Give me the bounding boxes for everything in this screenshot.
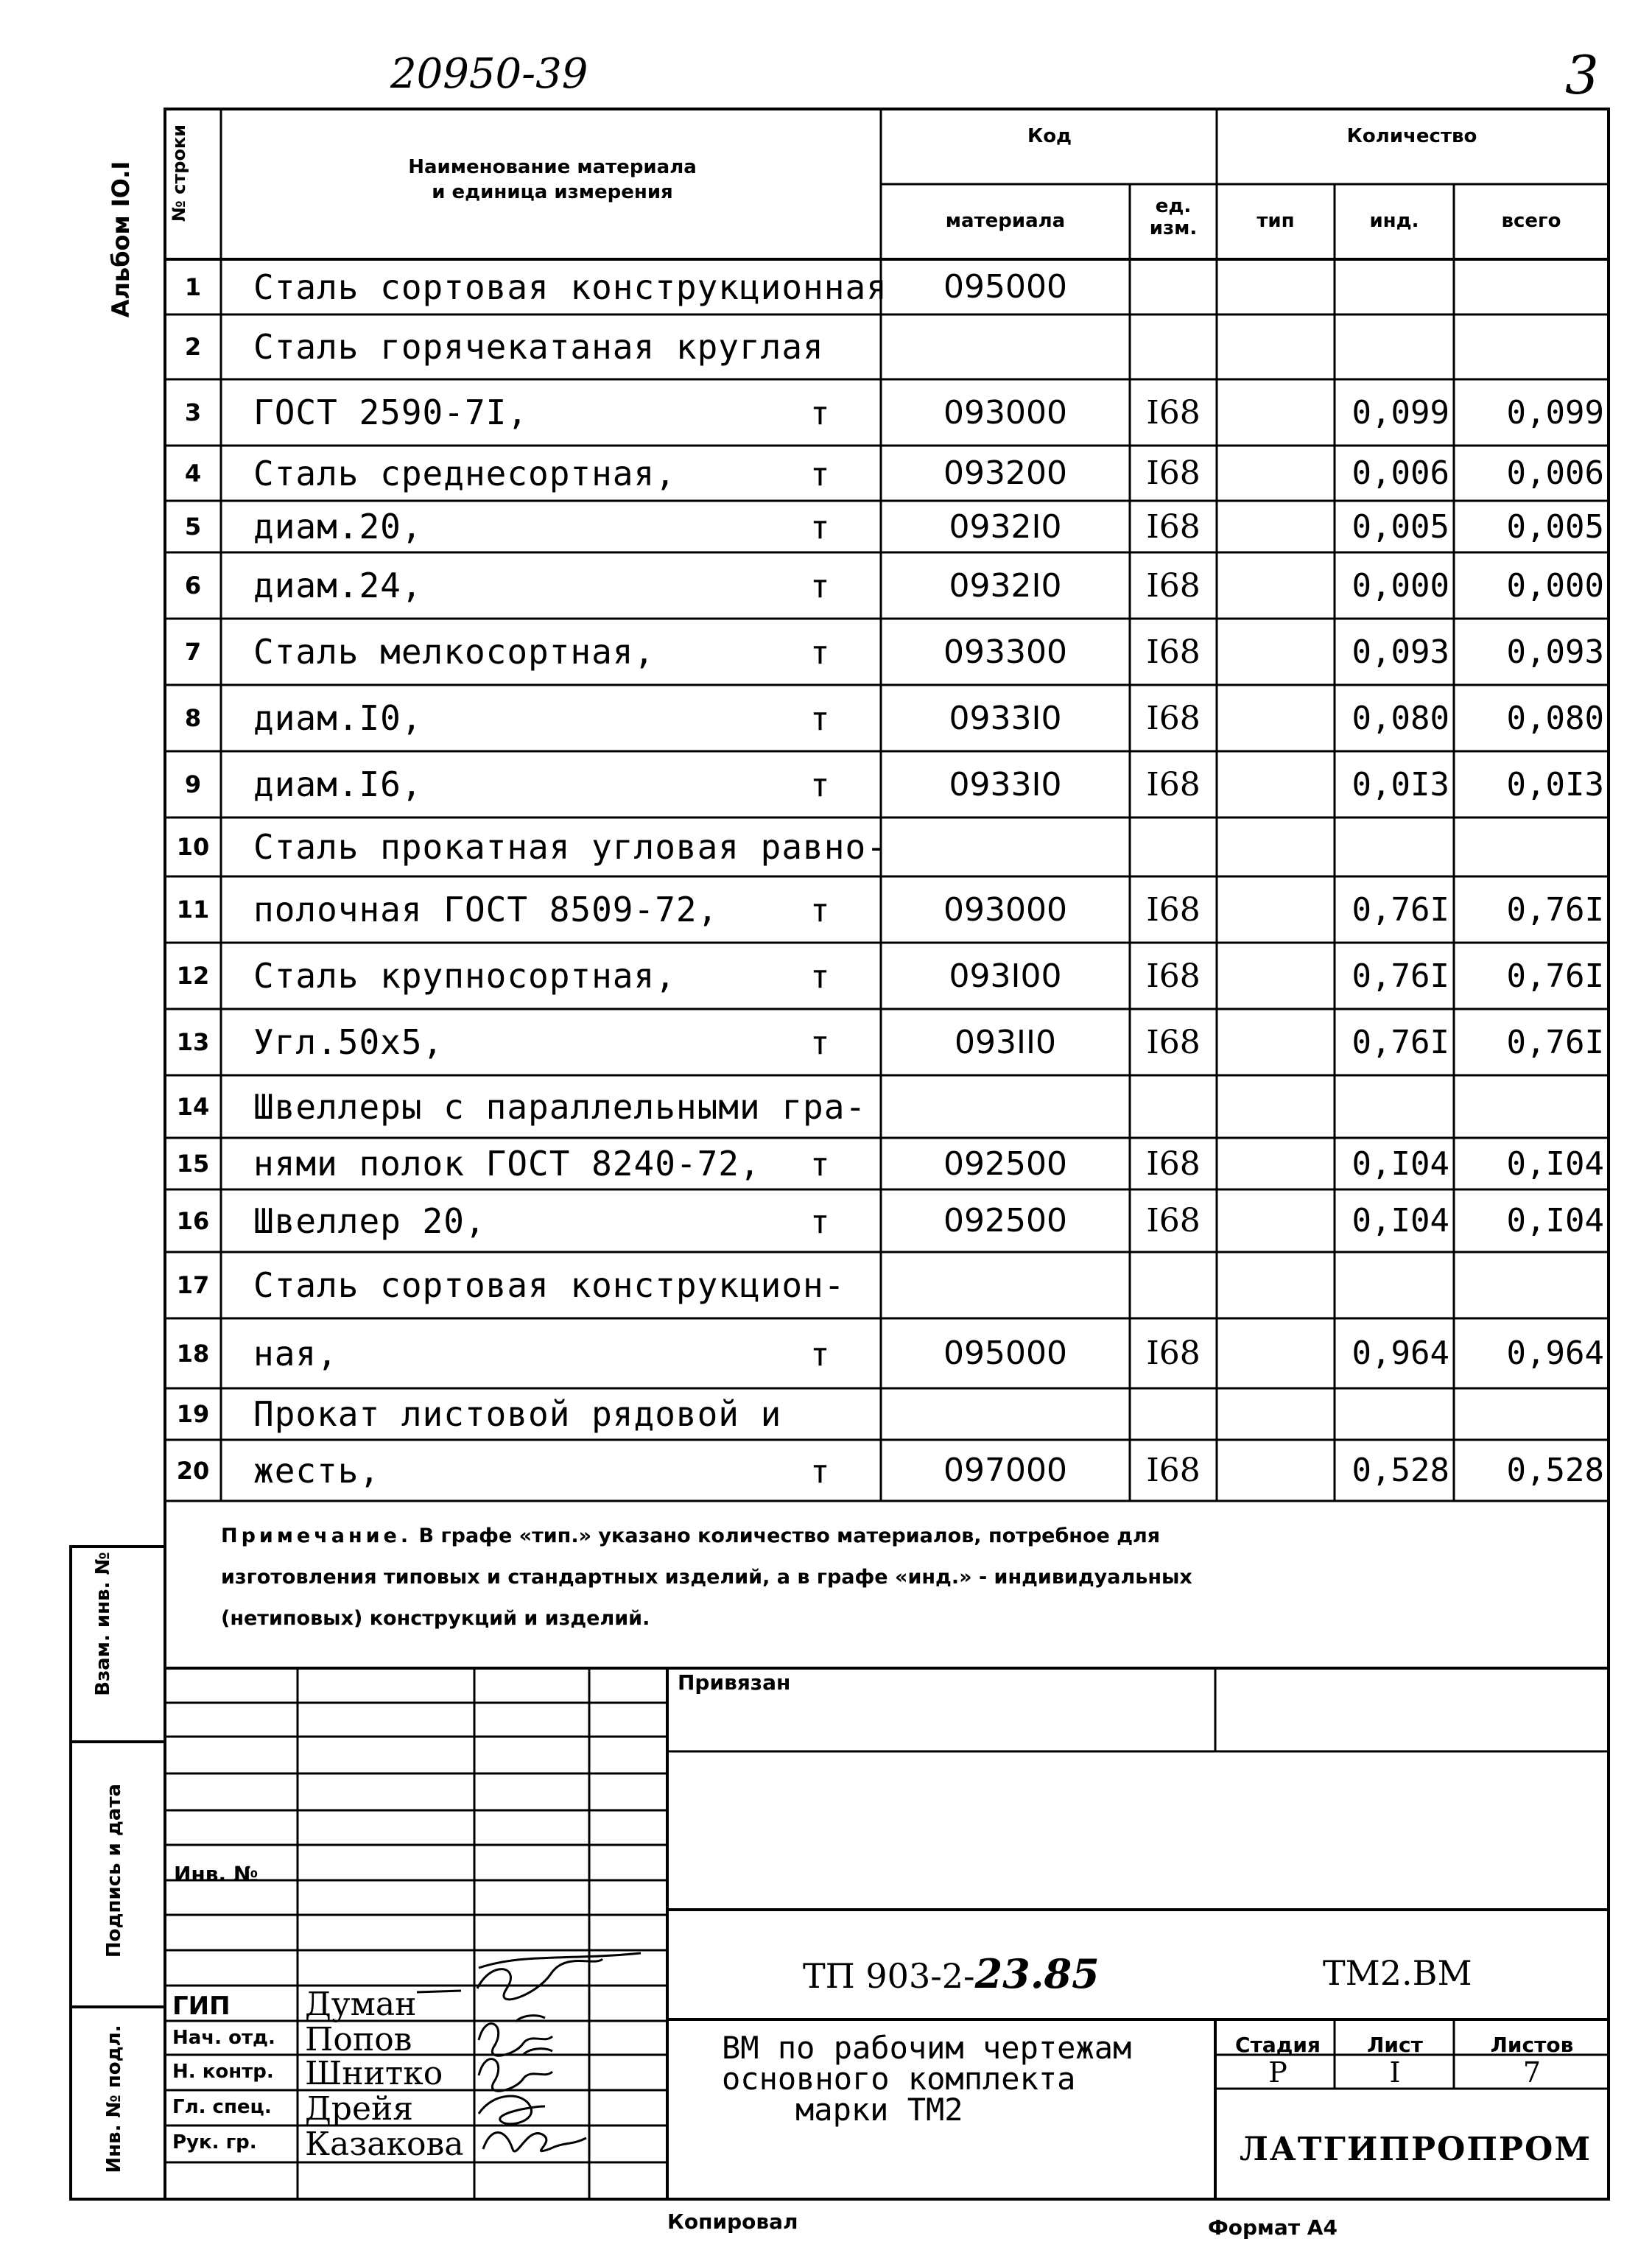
row-total-cell: 0,005 bbox=[1506, 507, 1604, 546]
row-type-cell bbox=[1217, 314, 1339, 379]
row-n-cell: 20 bbox=[176, 1456, 210, 1485]
row-type-cell bbox=[1217, 446, 1339, 501]
designation-prefix: ТП 903-2- bbox=[803, 1956, 975, 1996]
row-code-cell: 093II0 bbox=[955, 1023, 1056, 1061]
row-n-cell: 15 bbox=[176, 1150, 210, 1178]
row-name-cell: диам.24, bbox=[253, 566, 423, 605]
row-unit-cell: т bbox=[810, 1452, 830, 1491]
row-ed-cell: I68 bbox=[1146, 454, 1201, 492]
podpis-data-label: Подпись и дата bbox=[103, 1783, 125, 1958]
row-code-cell: 0933I0 bbox=[949, 765, 1062, 804]
row-type-cell bbox=[1217, 1189, 1339, 1252]
row-ed-cell: I68 bbox=[1146, 1202, 1201, 1239]
header-qty-type: тип bbox=[1256, 210, 1295, 232]
row-type-cell bbox=[1217, 1252, 1339, 1318]
role-label: ГИП bbox=[172, 1991, 231, 2021]
row-total-cell bbox=[1454, 1075, 1609, 1138]
row-type-cell bbox=[1217, 943, 1339, 1009]
row-name-cell: жесть, bbox=[253, 1450, 381, 1491]
row-n-cell: 17 bbox=[176, 1271, 210, 1299]
row-code-cell bbox=[881, 1388, 1130, 1440]
doc-title-line-1: ВМ по рабочим чертежам bbox=[722, 2030, 1132, 2066]
row-n-cell: 3 bbox=[184, 398, 202, 426]
row-type-cell bbox=[1217, 1440, 1339, 1501]
row-ind-cell bbox=[1335, 259, 1454, 314]
organization: ЛАТГИПРОПРОМ bbox=[1239, 2131, 1592, 2168]
signature-shnitko bbox=[479, 2049, 552, 2091]
row-name-cell: Сталь мелкосортная, bbox=[253, 632, 655, 672]
row-ed-cell bbox=[1130, 259, 1217, 314]
note-line-3: (нетиповых) конструкций и изделий. bbox=[221, 1607, 650, 1630]
row-total-cell: 0,006 bbox=[1506, 454, 1604, 492]
row-total-cell: 0,080 bbox=[1506, 699, 1604, 737]
row-code-cell: 095000 bbox=[943, 268, 1067, 306]
row-ind-cell: 0,I04 bbox=[1352, 1144, 1449, 1183]
header-quantity: Количество bbox=[1346, 125, 1477, 147]
signature-popov bbox=[479, 2016, 552, 2056]
row-code-cell: 093300 bbox=[943, 633, 1067, 671]
row-name-cell: диам.I0, bbox=[253, 698, 423, 738]
row-code-cell: 093000 bbox=[943, 890, 1067, 929]
row-n-cell: 14 bbox=[176, 1092, 210, 1121]
row-type-cell bbox=[1217, 1388, 1339, 1440]
note-line-2: изготовления типовых и стандартных изделий, а в графе «инд.» - индивидуальных bbox=[221, 1566, 1192, 1589]
row-n-cell: 19 bbox=[176, 1400, 210, 1428]
row-name-cell: Сталь горячекатаная круглая bbox=[253, 327, 824, 367]
row-n-cell: 9 bbox=[184, 770, 202, 798]
row-ind-cell: 0,0I3 bbox=[1352, 765, 1449, 804]
document-mark: ТМ2.ВМ bbox=[1323, 1953, 1472, 1993]
row-ed-cell: I68 bbox=[1146, 1452, 1201, 1489]
row-ed-cell bbox=[1130, 1388, 1217, 1440]
signature-duman bbox=[417, 1953, 641, 2000]
row-code-cell: 0932I0 bbox=[949, 566, 1062, 605]
row-ind-cell: 0,76I bbox=[1352, 957, 1449, 995]
row-total-cell: 0,I04 bbox=[1506, 1202, 1604, 1239]
row-ed-cell bbox=[1130, 314, 1217, 379]
row-n-cell: 2 bbox=[184, 333, 202, 361]
doc-title-line-2: основного комплекта bbox=[722, 2061, 1076, 2097]
row-name-cell: Сталь крупносортная, bbox=[253, 956, 676, 996]
row-name-cell: ГОСТ 2590-7I, bbox=[253, 393, 529, 432]
row-n-cell: 13 bbox=[176, 1028, 210, 1056]
sheets-label: Листов bbox=[1490, 2033, 1574, 2057]
row-total-cell bbox=[1454, 1252, 1609, 1318]
row-ed-cell: I68 bbox=[1146, 566, 1201, 605]
header-code-unit: ед. изм. bbox=[1149, 195, 1198, 239]
row-unit-cell: т bbox=[810, 767, 830, 804]
row-ind-cell: 0,964 bbox=[1352, 1335, 1449, 1372]
row-total-cell: 0,76I bbox=[1506, 957, 1604, 995]
copied-label: Копировал bbox=[667, 2209, 798, 2234]
row-unit-cell: т bbox=[810, 568, 830, 605]
role-label: Нач. отд. bbox=[172, 2027, 275, 2049]
row-unit-cell: т bbox=[810, 1024, 830, 1062]
row-code-cell bbox=[881, 1252, 1130, 1318]
row-n-cell: 11 bbox=[176, 896, 210, 924]
inv-no-label: Инв. № bbox=[174, 1862, 259, 1886]
row-type-cell bbox=[1217, 685, 1339, 751]
row-ind-cell: 0,528 bbox=[1352, 1452, 1449, 1489]
row-name-cell: Швеллеры с параллельными гра- bbox=[253, 1086, 867, 1127]
row-ed-cell: I68 bbox=[1146, 890, 1201, 929]
row-ed-cell: I68 bbox=[1146, 393, 1201, 432]
row-ind-cell: 0,093 bbox=[1352, 633, 1449, 671]
row-ed-cell: I68 bbox=[1146, 699, 1201, 737]
signature-kazakova bbox=[483, 2133, 586, 2152]
row-ed-cell: I68 bbox=[1146, 765, 1201, 804]
role-label: Гл. спец. bbox=[172, 2096, 272, 2118]
row-type-cell bbox=[1217, 1075, 1339, 1138]
row-name-cell: Сталь прокатная угловая равно- bbox=[253, 827, 887, 867]
row-unit-cell: т bbox=[810, 1203, 830, 1241]
row-type-cell bbox=[1217, 379, 1339, 446]
note-title: Примечание. bbox=[221, 1525, 412, 1547]
row-total-cell: 0,0I3 bbox=[1506, 765, 1604, 804]
row-code-cell: 097000 bbox=[943, 1452, 1067, 1489]
row-ind-cell bbox=[1335, 314, 1454, 379]
row-type-cell bbox=[1217, 876, 1339, 943]
role-label: Рук. гр. bbox=[172, 2131, 257, 2153]
row-unit-cell: т bbox=[810, 700, 830, 738]
row-type-cell bbox=[1217, 552, 1339, 619]
row-name-cell: Сталь сортовая конструкцион- bbox=[253, 1265, 846, 1305]
row-type-cell bbox=[1217, 259, 1339, 314]
document-title bbox=[722, 2030, 1132, 2128]
row-n-cell: 12 bbox=[176, 962, 210, 990]
note-line-1: В графе «тип.» указано количество материалов, потребное для bbox=[412, 1525, 1161, 1547]
row-total-cell: 0,528 bbox=[1506, 1452, 1604, 1489]
row-total-cell bbox=[1454, 1388, 1609, 1440]
row-ed-cell bbox=[1130, 817, 1217, 876]
row-ed-cell: I68 bbox=[1146, 1144, 1201, 1183]
row-code-cell bbox=[881, 1075, 1130, 1138]
row-ind-cell bbox=[1335, 1388, 1454, 1440]
stage-label: Стадия bbox=[1235, 2033, 1321, 2057]
row-unit-cell: т bbox=[810, 1335, 830, 1374]
row-name-cell: Сталь сортовая конструкционная bbox=[253, 267, 887, 307]
row-ind-cell bbox=[1335, 1252, 1454, 1318]
row-code-cell: 093I00 bbox=[949, 957, 1062, 995]
row-code-cell: 092500 bbox=[943, 1144, 1067, 1183]
row-ind-cell bbox=[1335, 817, 1454, 876]
row-name-cell: Прокат листовой рядовой и bbox=[253, 1394, 782, 1434]
row-total-cell bbox=[1454, 817, 1609, 876]
row-name-cell: диам.20, bbox=[253, 507, 423, 546]
row-ind-cell: 0,76I bbox=[1352, 890, 1449, 929]
sheet-label: Лист bbox=[1367, 2033, 1423, 2057]
sheets-value: 7 bbox=[1522, 2056, 1542, 2089]
row-total-cell: 0,76I bbox=[1506, 890, 1604, 929]
row-code-cell: 093000 bbox=[943, 393, 1067, 432]
row-total-cell bbox=[1454, 314, 1609, 379]
row-ind-cell: 0,I04 bbox=[1352, 1202, 1449, 1239]
row-name-cell: полочная ГОСТ 8509-72, bbox=[253, 890, 719, 929]
row-name-cell: Угл.50х5, bbox=[253, 1022, 444, 1062]
role-name: Попов bbox=[305, 2021, 412, 2058]
row-n-cell: 6 bbox=[184, 572, 202, 599]
row-total-cell: 0,099 bbox=[1506, 393, 1604, 432]
designation bbox=[803, 1950, 1100, 1997]
row-name-cell: Сталь среднесортная, bbox=[253, 453, 676, 493]
album-label: Альбом IO.I bbox=[107, 161, 135, 318]
row-ind-cell: 0,099 bbox=[1352, 393, 1449, 432]
row-code-cell bbox=[881, 817, 1130, 876]
row-name-cell: ная, bbox=[253, 1333, 338, 1374]
row-unit-cell: т bbox=[810, 892, 830, 929]
row-unit-cell: т bbox=[810, 1146, 830, 1184]
row-n-cell: 7 bbox=[184, 638, 202, 666]
row-n-cell: 4 bbox=[184, 459, 202, 488]
row-type-cell bbox=[1217, 751, 1339, 817]
row-code-cell: 093200 bbox=[943, 454, 1067, 492]
row-name-cell: диам.I6, bbox=[253, 764, 423, 804]
doc-title-line-3: марки ТМ2 bbox=[795, 2092, 963, 2128]
row-type-cell bbox=[1217, 1138, 1339, 1189]
row-ed-cell: I68 bbox=[1146, 1023, 1201, 1061]
row-n-cell: 16 bbox=[176, 1206, 210, 1235]
role-name: Думан bbox=[305, 1986, 417, 2023]
row-ed-cell: I68 bbox=[1146, 957, 1201, 995]
note bbox=[221, 1516, 1591, 1639]
row-ind-cell: 0,000 bbox=[1352, 566, 1449, 605]
header-code: Код bbox=[1027, 125, 1072, 147]
row-type-cell bbox=[1217, 817, 1339, 876]
row-total-cell: 0,964 bbox=[1506, 1335, 1604, 1372]
designation-number: 23.85 bbox=[974, 1950, 1100, 1997]
header-row-number: № строки bbox=[169, 124, 189, 222]
header-name: Наименование материала и единица измерения bbox=[408, 156, 697, 203]
row-type-cell bbox=[1217, 1009, 1339, 1075]
row-n-cell: 18 bbox=[176, 1339, 210, 1368]
row-n-cell: 10 bbox=[176, 833, 210, 861]
row-ind-cell: 0,006 bbox=[1352, 454, 1449, 492]
row-unit-cell: т bbox=[810, 455, 830, 493]
row-ind-cell: 0,005 bbox=[1352, 507, 1449, 546]
row-ind-cell: 0,76I bbox=[1352, 1023, 1449, 1061]
row-ed-cell: I68 bbox=[1146, 507, 1201, 546]
row-total-cell: 0,I04 bbox=[1506, 1144, 1604, 1183]
row-type-cell bbox=[1217, 501, 1339, 552]
row-ind-cell bbox=[1335, 1075, 1454, 1138]
row-code-cell bbox=[881, 314, 1130, 379]
stage-value: Р bbox=[1268, 2056, 1287, 2089]
row-code-cell: 092500 bbox=[943, 1202, 1067, 1239]
row-unit-cell: т bbox=[810, 509, 830, 546]
row-code-cell: 095000 bbox=[943, 1335, 1067, 1372]
row-unit-cell: т bbox=[810, 395, 830, 432]
page-number: 3 bbox=[1565, 44, 1599, 106]
row-ed-cell bbox=[1130, 1252, 1217, 1318]
inv-podl-label: Инв. № подл. bbox=[103, 2025, 125, 2173]
row-n-cell: 5 bbox=[184, 513, 202, 541]
row-n-cell: 8 bbox=[184, 704, 202, 732]
row-type-cell bbox=[1217, 619, 1339, 685]
row-ind-cell: 0,080 bbox=[1352, 699, 1449, 737]
row-ed-cell: I68 bbox=[1146, 633, 1201, 671]
header-qty-total: всего bbox=[1501, 210, 1561, 232]
sheet-value: I bbox=[1389, 2056, 1401, 2089]
row-code-cell: 0932I0 bbox=[949, 507, 1062, 546]
row-ed-cell bbox=[1130, 1075, 1217, 1138]
row-n-cell: 1 bbox=[184, 272, 202, 301]
archive-code: 20950-39 bbox=[390, 50, 588, 98]
role-name: Казакова bbox=[305, 2125, 464, 2163]
row-name-cell: Швеллер 20, bbox=[253, 1200, 486, 1241]
role-label: Н. контр. bbox=[172, 2061, 274, 2083]
row-unit-cell: т bbox=[810, 634, 830, 672]
row-total-cell: 0,000 bbox=[1506, 566, 1604, 605]
signature-dreya bbox=[479, 2096, 545, 2124]
vzam-inv-label: Взам. инв. № bbox=[92, 1552, 114, 1696]
privyazan-label: Привязан bbox=[678, 1670, 791, 1695]
row-code-cell: 0933I0 bbox=[949, 699, 1062, 737]
role-name: Шнитко bbox=[305, 2055, 443, 2092]
header-code-material: материала bbox=[945, 210, 1066, 232]
row-name-cell: нями полок ГОСТ 8240-72, bbox=[253, 1144, 761, 1184]
row-unit-cell: т bbox=[810, 958, 830, 996]
row-type-cell bbox=[1217, 1318, 1339, 1388]
row-total-cell: 0,093 bbox=[1506, 633, 1604, 671]
row-total-cell bbox=[1454, 259, 1609, 314]
row-total-cell: 0,76I bbox=[1506, 1023, 1604, 1061]
format-label: Формат А4 bbox=[1208, 2215, 1338, 2240]
role-name: Дрейя bbox=[305, 2090, 414, 2128]
header-qty-ind: инд. bbox=[1369, 210, 1419, 232]
row-ed-cell: I68 bbox=[1146, 1335, 1201, 1372]
